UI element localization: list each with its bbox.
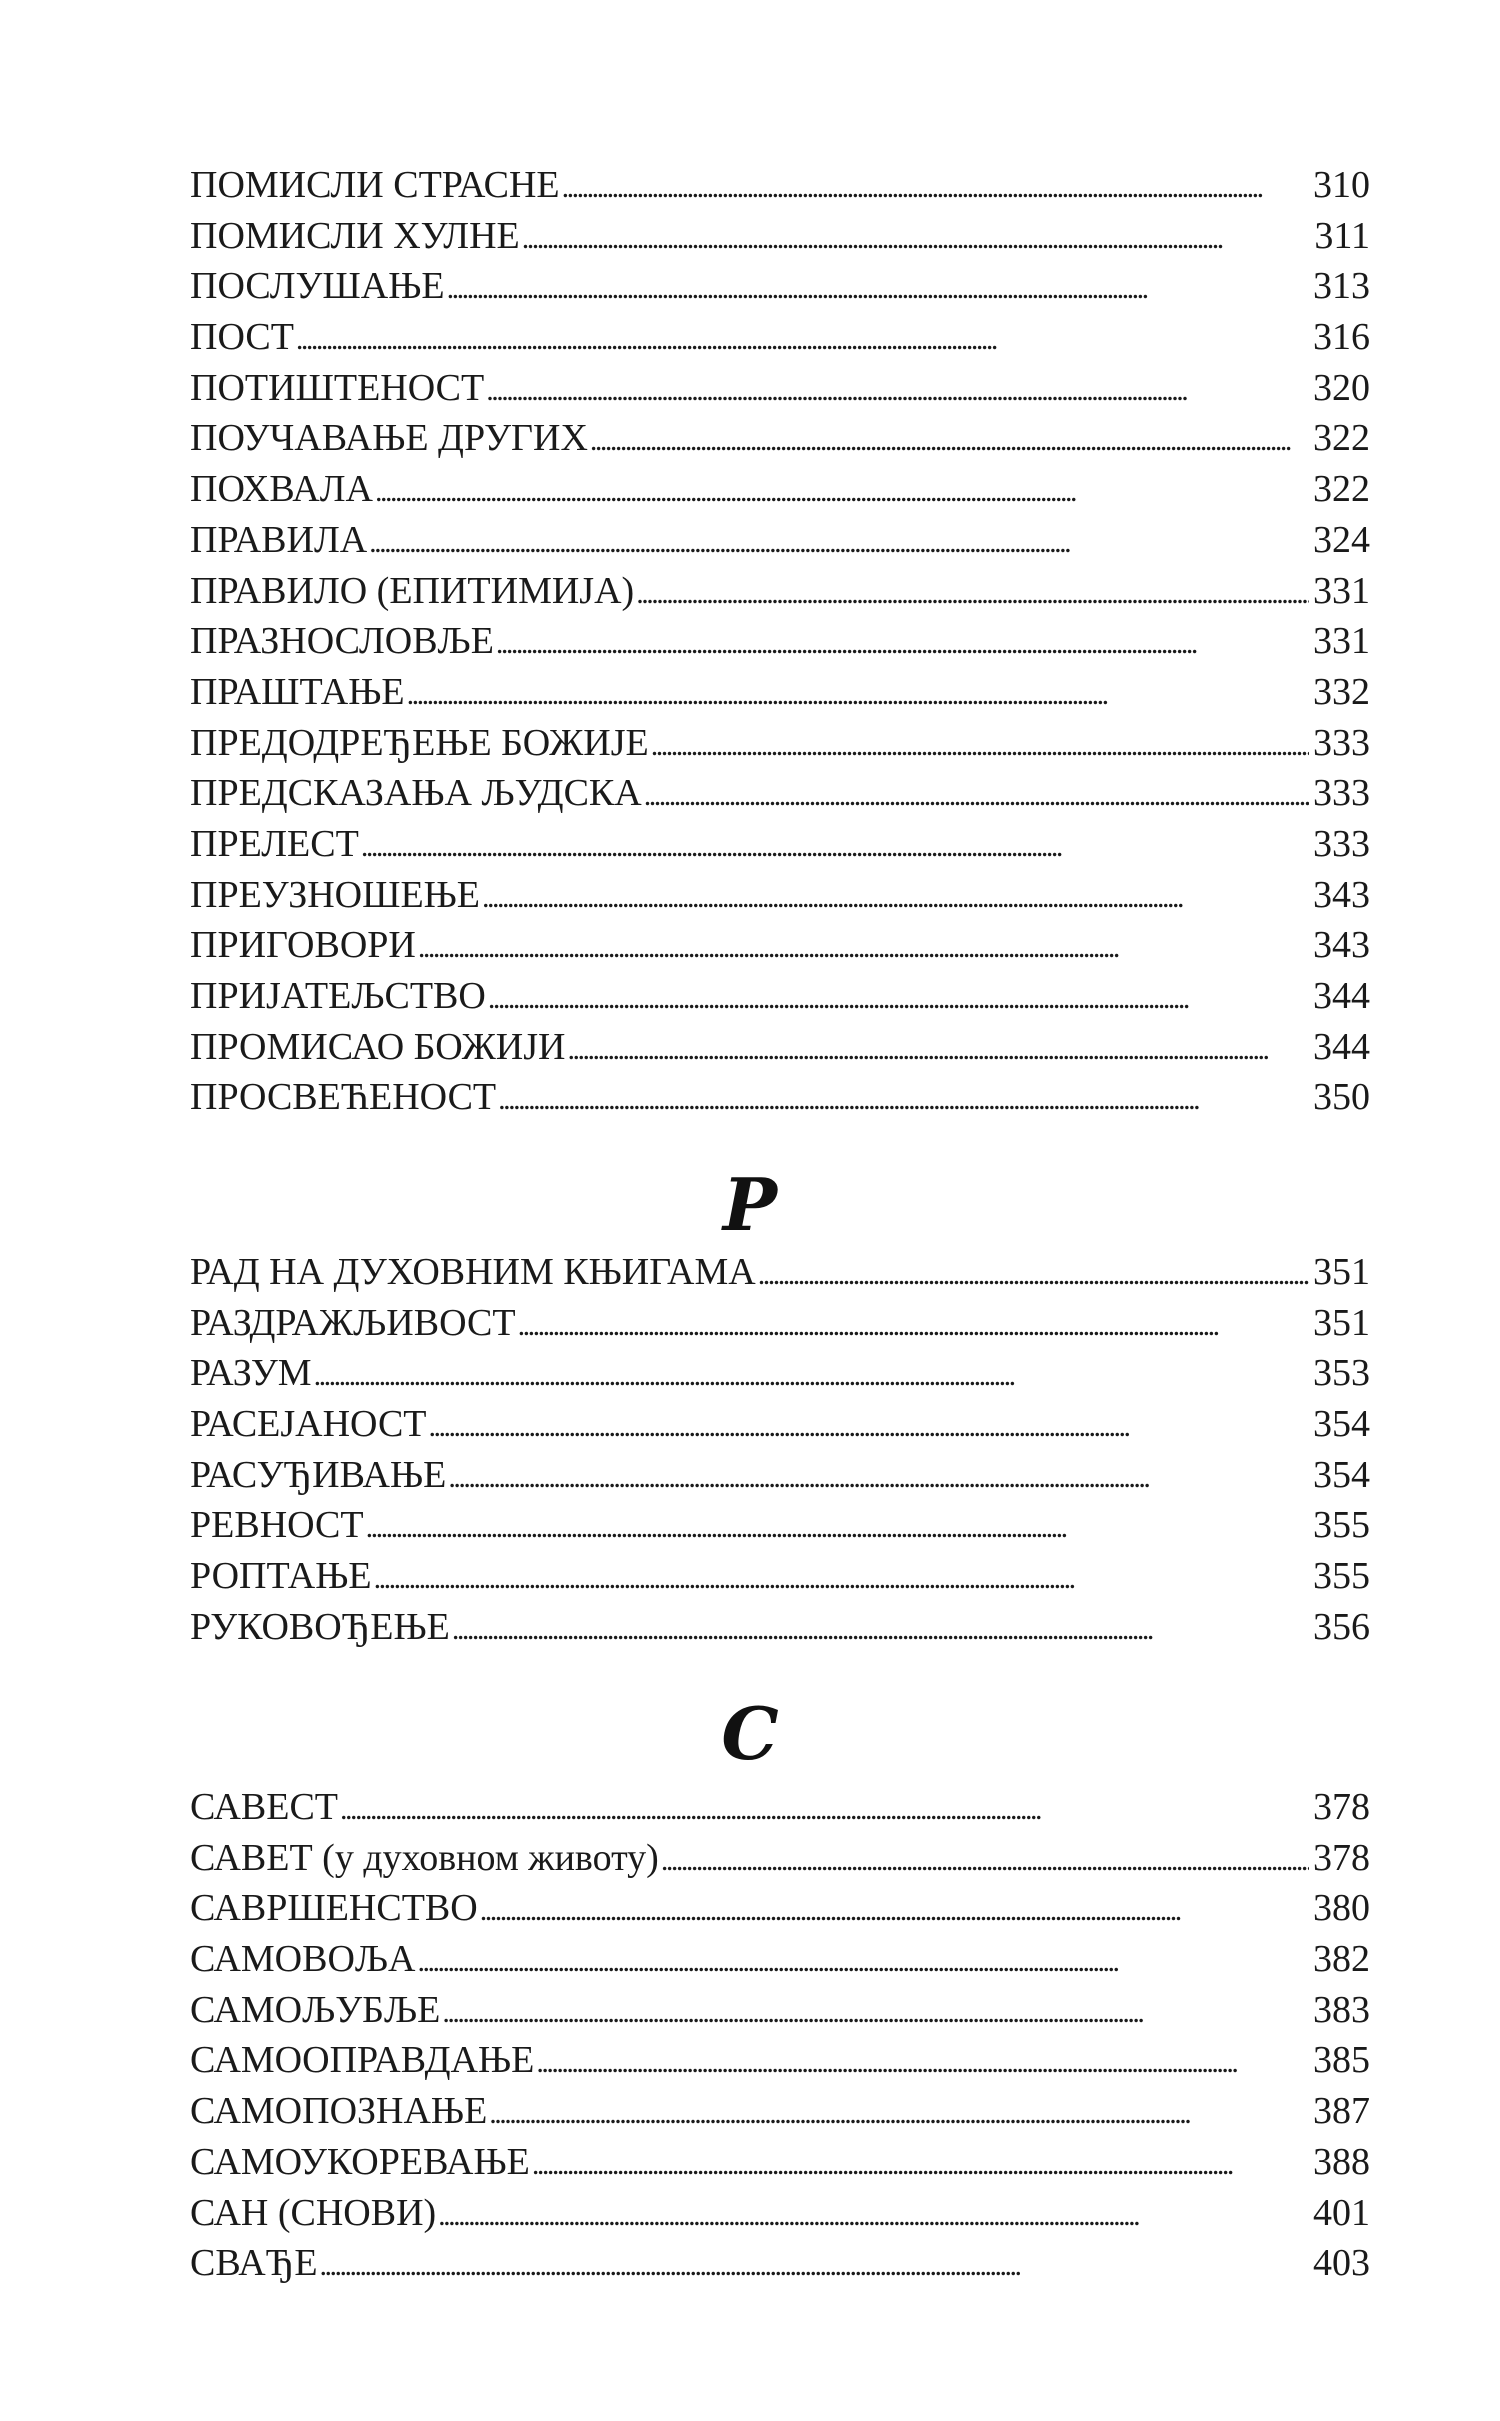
toc-entry-title: ПОСТ bbox=[190, 316, 294, 359]
toc-entry-page: 354 bbox=[1313, 1453, 1370, 1496]
toc-entry bbox=[190, 870, 1370, 921]
toc-entry-page: 380 bbox=[1313, 1887, 1370, 1930]
toc-entry-title: ПРЕЛЕСТ bbox=[190, 822, 359, 865]
toc-entry-title: ПРОСВЕЋЕНОСТ bbox=[190, 1076, 497, 1119]
toc-entry bbox=[190, 413, 1370, 464]
dot-leader bbox=[518, 1301, 1309, 1352]
toc-entry bbox=[190, 971, 1370, 1022]
dot-leader bbox=[536, 2038, 1309, 2089]
toc-entry bbox=[190, 312, 1370, 363]
dot-leader bbox=[567, 1025, 1309, 1076]
toc-entry-page: 350 bbox=[1313, 1076, 1370, 1119]
dot-leader bbox=[369, 518, 1309, 569]
dot-leader bbox=[418, 923, 1309, 974]
toc-entry bbox=[190, 2137, 1370, 2188]
toc-entry-title: РОПТАЊЕ bbox=[190, 1555, 372, 1598]
toc-entry-page: 322 bbox=[1313, 468, 1370, 511]
toc-entry-page: 378 bbox=[1313, 1836, 1370, 1879]
dot-leader bbox=[636, 569, 1309, 620]
dot-leader bbox=[418, 1937, 1310, 1988]
toc-entry-page: 313 bbox=[1313, 265, 1370, 308]
toc-entry-page: 320 bbox=[1313, 366, 1370, 409]
toc-entry bbox=[190, 1782, 1370, 1833]
toc-entry bbox=[190, 768, 1370, 819]
toc-entry bbox=[190, 464, 1370, 515]
toc-entry-page: 382 bbox=[1313, 1938, 1370, 1981]
toc-entry-title: ПРИЈАТЕЉСТВО bbox=[190, 975, 486, 1017]
toc-entry-page: 383 bbox=[1313, 1988, 1370, 2031]
toc-entry-page: 324 bbox=[1313, 518, 1370, 561]
toc-entry-title: САВЕСТ bbox=[190, 1786, 339, 1828]
toc-entry bbox=[190, 261, 1370, 312]
toc-entry-page: 310 bbox=[1313, 164, 1370, 206]
dot-leader bbox=[452, 1605, 1309, 1656]
toc-entry-page: 356 bbox=[1313, 1605, 1370, 1648]
dot-leader bbox=[429, 1402, 1309, 1453]
dot-leader bbox=[407, 670, 1309, 721]
dot-leader bbox=[496, 619, 1309, 670]
toc-group-2 bbox=[190, 1247, 1370, 1653]
toc-entry-title: ПОТИШТЕНОСТ bbox=[190, 366, 485, 409]
toc-entry bbox=[190, 211, 1370, 262]
toc-entry bbox=[190, 1883, 1370, 1934]
toc-entry-title: ПРАЗНОСЛОВЉЕ bbox=[190, 620, 494, 663]
toc-entry bbox=[190, 1602, 1370, 1653]
toc-entry-page: 351 bbox=[1313, 1301, 1370, 1344]
dot-leader bbox=[644, 771, 1309, 822]
dot-leader bbox=[532, 2140, 1309, 2191]
toc-group-1 bbox=[190, 160, 1370, 1123]
toc-entry-title: СВАЂЕ bbox=[190, 2242, 318, 2285]
dot-leader bbox=[758, 1250, 1309, 1301]
toc-entry-page: 331 bbox=[1313, 620, 1370, 663]
dot-leader bbox=[447, 264, 1309, 315]
toc-entry-title: РУКОВОЂЕЊЕ bbox=[190, 1605, 450, 1648]
toc-entry bbox=[190, 1348, 1370, 1399]
section-letter-r bbox=[0, 1162, 1500, 1247]
toc-entry-title: САМОУКОРЕВАЊЕ bbox=[190, 2140, 530, 2183]
toc-entry bbox=[190, 2086, 1370, 2137]
toc-entry-title: ПРЕДОДРЕЂЕЊЕ БОЖИЈЕ bbox=[190, 721, 649, 764]
toc-entry-title: САМООПРАВДАЊЕ bbox=[190, 2039, 535, 2082]
toc-entry-title: ПОМИСЛИ ХУЛНЕ bbox=[190, 214, 520, 257]
toc-entry-title: САМОПОЗНАЊЕ bbox=[190, 2090, 488, 2133]
toc-entry-page: 344 bbox=[1313, 1025, 1370, 1068]
toc-entry-title: ПОХВАЛА bbox=[190, 468, 373, 511]
dot-leader bbox=[480, 1886, 1309, 1937]
toc-entry bbox=[190, 1298, 1370, 1349]
toc-entry bbox=[190, 515, 1370, 566]
toc-entry bbox=[190, 667, 1370, 718]
toc-entry-title: РАЗУМ bbox=[190, 1352, 312, 1395]
dot-leader bbox=[361, 822, 1309, 873]
toc-entry bbox=[190, 616, 1370, 667]
toc-entry-page: 355 bbox=[1313, 1555, 1370, 1598]
dot-leader bbox=[442, 1988, 1309, 2039]
toc-entry-title: САВРШЕНСТВО bbox=[190, 1887, 478, 1930]
toc-entry-title: РАСУЂИВАЊЕ bbox=[190, 1453, 447, 1496]
toc-entry-title: САН (СНОВИ) bbox=[190, 2191, 437, 2234]
dot-leader bbox=[590, 416, 1309, 467]
toc-entry-title: ПРАВИЛА bbox=[190, 518, 368, 561]
toc-entry-title: ПОСЛУШАЊЕ bbox=[190, 265, 445, 308]
toc-entry-page: 316 bbox=[1313, 316, 1370, 359]
toc-entry-title: ПРАШТАЊЕ bbox=[190, 670, 405, 713]
toc-entry-page: 343 bbox=[1313, 924, 1370, 967]
toc-entry bbox=[190, 1072, 1370, 1123]
toc-entry-page: 332 bbox=[1313, 670, 1370, 713]
toc-entry bbox=[190, 160, 1370, 211]
toc-entry-page: 344 bbox=[1313, 975, 1370, 1017]
toc-entry-title: ПРИГОВОРИ bbox=[190, 924, 416, 967]
section-letter-s bbox=[0, 1691, 1500, 1776]
dot-leader bbox=[438, 2191, 1309, 2242]
toc-entry-title: ПРОМИСАО БОЖИЈИ bbox=[190, 1025, 566, 1068]
toc-entry bbox=[190, 718, 1370, 769]
toc-entry bbox=[190, 1450, 1370, 1501]
toc-entry-title: РЕВНОСТ bbox=[190, 1504, 364, 1547]
toc-entry-page: 378 bbox=[1313, 1786, 1370, 1828]
dot-leader bbox=[488, 974, 1309, 1025]
toc-entry bbox=[190, 1247, 1370, 1298]
dot-leader bbox=[661, 1836, 1309, 1887]
dot-leader bbox=[314, 1351, 1309, 1402]
toc-entry-title: ПРЕДСКАЗАЊА ЉУДСКА bbox=[190, 772, 642, 815]
toc-entry bbox=[190, 1500, 1370, 1551]
dot-leader bbox=[366, 1503, 1309, 1554]
section-letter-s-glyph: С bbox=[721, 1691, 779, 1776]
toc-entry-page: 388 bbox=[1313, 2140, 1370, 2183]
toc-entry bbox=[190, 2238, 1370, 2289]
toc-entry-title: САМОВОЉА bbox=[190, 1938, 416, 1981]
toc-entry-page: 333 bbox=[1313, 822, 1370, 865]
toc-entry bbox=[190, 1399, 1370, 1450]
dot-leader bbox=[489, 2089, 1309, 2140]
toc-entry-title: ПРЕУЗНОШЕЊЕ bbox=[190, 873, 481, 916]
toc-entry-page: 322 bbox=[1313, 417, 1370, 460]
dot-leader bbox=[498, 1075, 1309, 1126]
toc-entry-page: 333 bbox=[1313, 721, 1370, 764]
toc-entry-title: САВЕТ (у духовном животу) bbox=[190, 1836, 659, 1879]
dot-leader bbox=[651, 721, 1309, 772]
toc-entry-title: РАЗДРАЖЉИВОСТ bbox=[190, 1301, 516, 1344]
toc-entry-page: 333 bbox=[1313, 772, 1370, 815]
dot-leader bbox=[374, 1554, 1309, 1605]
toc-entry bbox=[190, 363, 1370, 414]
dot-leader bbox=[562, 163, 1309, 214]
toc-entry-page: 331 bbox=[1313, 569, 1370, 612]
toc-entry-title: РАСЕЈАНОСТ bbox=[190, 1403, 427, 1446]
toc-entry bbox=[190, 1985, 1370, 2036]
toc-entry-title: ПОУЧАВАЊЕ ДРУГИХ bbox=[190, 417, 588, 460]
section-letter-r-glyph: Р bbox=[722, 1162, 778, 1247]
toc-entry-page: 354 bbox=[1313, 1403, 1370, 1446]
toc-entry bbox=[190, 2035, 1370, 2086]
dot-leader bbox=[296, 315, 1309, 366]
toc-entry bbox=[190, 2188, 1370, 2239]
dot-leader bbox=[522, 214, 1311, 265]
toc-entry-title: РАД НА ДУХОВНИМ КЊИГАМА bbox=[190, 1251, 756, 1293]
dot-leader bbox=[448, 1453, 1309, 1504]
toc-entry-page: 353 bbox=[1313, 1352, 1370, 1395]
toc-entry bbox=[190, 566, 1370, 617]
toc-entry bbox=[190, 819, 1370, 870]
toc-entry bbox=[190, 1934, 1370, 1985]
toc-entry-page: 355 bbox=[1313, 1504, 1370, 1547]
toc-entry-page: 385 bbox=[1313, 2039, 1370, 2082]
toc-entry-page: 387 bbox=[1313, 2090, 1370, 2133]
toc-entry-title: САМОЉУБЉЕ bbox=[190, 1988, 441, 2031]
dot-leader bbox=[375, 467, 1309, 518]
toc-entry-page: 343 bbox=[1313, 873, 1370, 916]
toc-group-3 bbox=[190, 1782, 1370, 2289]
dot-leader bbox=[486, 366, 1309, 417]
toc-entry-page: 311 bbox=[1314, 214, 1370, 257]
dot-leader bbox=[482, 873, 1309, 924]
toc-entry-page: 401 bbox=[1313, 2191, 1370, 2234]
toc-entry bbox=[190, 1022, 1370, 1073]
toc-entry bbox=[190, 1551, 1370, 1602]
toc-entry bbox=[190, 1833, 1370, 1884]
toc-entry-page: 403 bbox=[1313, 2242, 1370, 2285]
toc-entry-title: ПОМИСЛИ СТРАСНЕ bbox=[190, 164, 560, 206]
dot-leader bbox=[340, 1785, 1309, 1836]
toc-entry bbox=[190, 920, 1370, 971]
toc-entry-page: 351 bbox=[1313, 1251, 1370, 1293]
toc-entry-title: ПРАВИЛО (ЕПИТИМИЈА) bbox=[190, 569, 635, 612]
dot-leader bbox=[320, 2241, 1309, 2292]
